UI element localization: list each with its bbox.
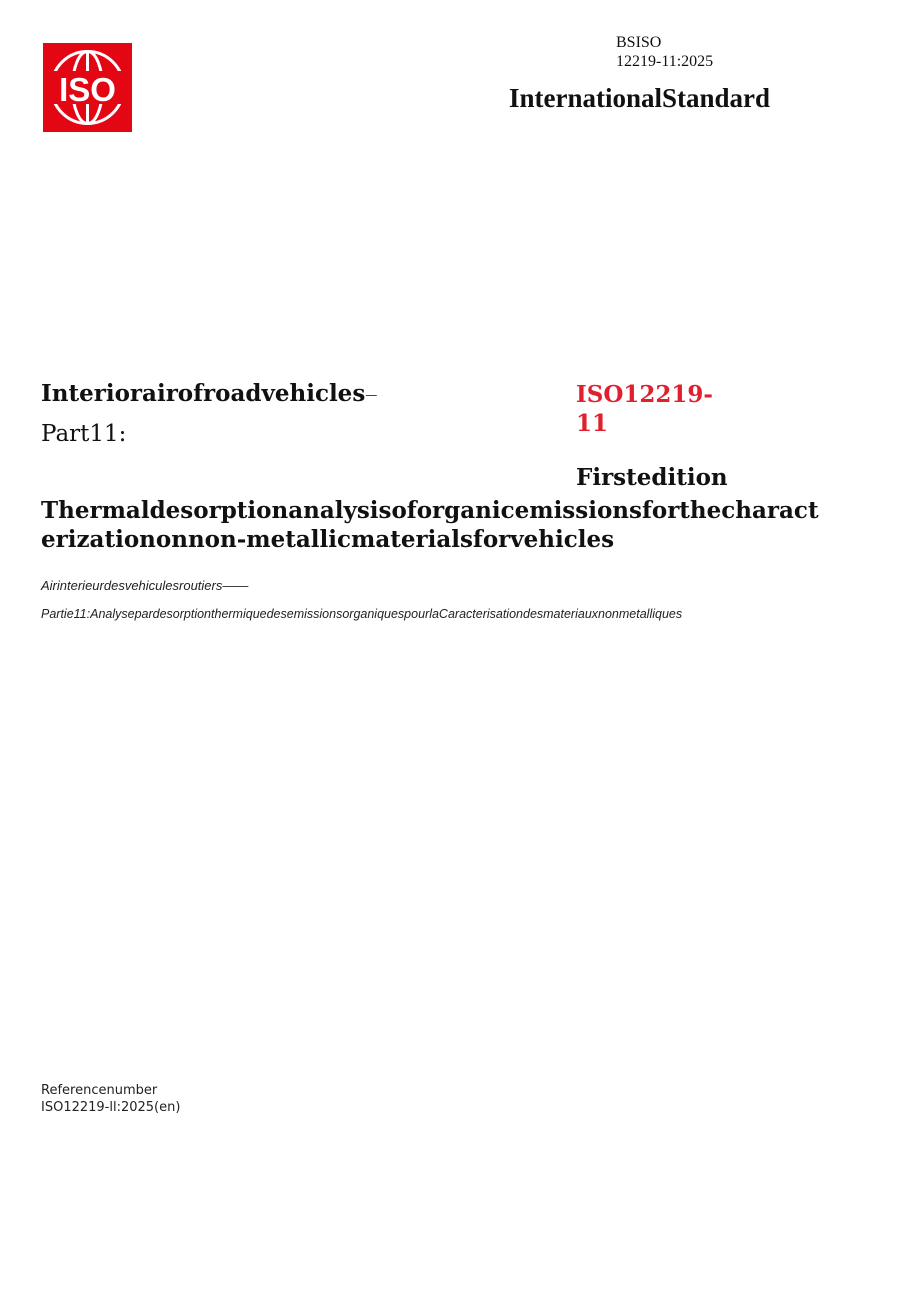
- bsiso-designation: [616, 33, 713, 71]
- iso-number: ISO12219-11: [576, 381, 713, 437]
- iso-logo: [43, 43, 132, 132]
- reference-label: Referencenumber: [41, 1083, 158, 1098]
- reference-number: ISO12219-ll:2025(en): [41, 1100, 181, 1115]
- title-full: Thermaldesorptionanalysisoforganicemissionsforthecharacterizationonnon-metallicmaterialsforvehicles: [41, 497, 819, 553]
- bsiso-line-2: 12219-11:2025: [616, 53, 714, 70]
- title-part: Part11:: [41, 421, 127, 447]
- title-dash: —: [365, 388, 378, 402]
- edition: Firstedition: [576, 464, 728, 491]
- french-title-line-1: Airinterieurdesvehiculesroutiers——: [41, 578, 249, 593]
- document-type: InternationalStandard: [509, 83, 771, 113]
- bsiso-line-1: BSISO: [616, 34, 662, 51]
- french-title-line-2: Partie11:AnalysepardesorptionthermiquedesemissionsorganiquespourlaCaracterisationdesmateriauxnonmetalliques: [41, 607, 683, 621]
- title-main: [41, 378, 377, 411]
- title-main-text: Interiorairofroadvehicles: [41, 380, 366, 407]
- iso-logo-text: ISO: [59, 71, 116, 108]
